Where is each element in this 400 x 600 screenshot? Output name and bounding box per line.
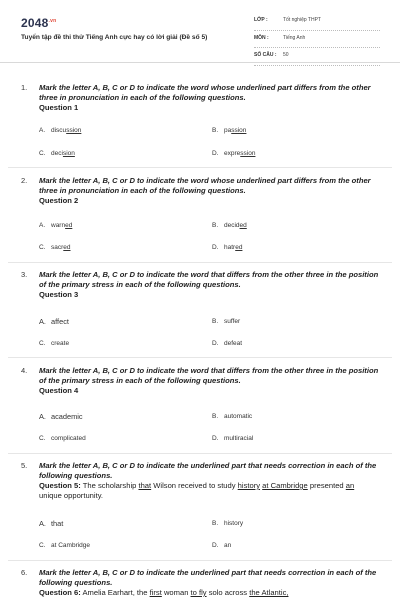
question-divider xyxy=(8,167,392,168)
option-text: academic xyxy=(51,412,83,421)
underlined-part-a: first xyxy=(149,588,162,597)
question-divider xyxy=(8,357,392,358)
option-letter: C. xyxy=(39,244,46,251)
document-meta xyxy=(254,16,380,69)
option-b[interactable] xyxy=(212,318,240,325)
option-text: pa xyxy=(224,127,232,134)
question-divider xyxy=(8,560,392,561)
option-letter: A. xyxy=(39,127,46,134)
underlined-part-b: to fly xyxy=(190,588,207,597)
option-text: complicated xyxy=(51,435,86,442)
question-number: 6. xyxy=(21,568,28,577)
option-text: discu xyxy=(51,127,67,134)
option-text: at Cambridge xyxy=(51,542,91,549)
sentence-part: Wilson received to study xyxy=(151,481,238,490)
meta-key: LỚP : xyxy=(254,17,268,23)
question-number: 3. xyxy=(21,270,28,279)
option-text: decid xyxy=(224,222,240,229)
option-text: deci xyxy=(51,150,63,157)
question-label: Question 1 xyxy=(39,103,79,112)
logo-suffix: .vn xyxy=(48,18,57,24)
option-letter: A. xyxy=(39,412,46,421)
option-letter: B. xyxy=(212,318,219,325)
option-text: warn xyxy=(51,222,66,229)
option-c[interactable] xyxy=(39,542,90,549)
option-d[interactable] xyxy=(212,340,242,347)
sentence-part: The scholarship xyxy=(80,481,139,490)
option-d[interactable] xyxy=(212,150,255,157)
underlined-part-c: at Cambridge xyxy=(262,481,308,490)
option-letter: A. xyxy=(39,222,46,229)
option-letter: A. xyxy=(39,519,46,528)
option-letter: D. xyxy=(212,542,219,549)
option-text: expre xyxy=(224,150,241,157)
option-a[interactable] xyxy=(39,222,72,229)
option-text: that xyxy=(51,519,64,528)
sentence-part: presented xyxy=(307,481,346,490)
option-underlined: ssion xyxy=(240,150,256,157)
option-c[interactable] xyxy=(39,150,75,157)
option-b[interactable] xyxy=(212,520,243,527)
option-letter: C. xyxy=(39,340,46,347)
underlined-part-a: that xyxy=(138,481,152,490)
question-number: 2. xyxy=(21,176,28,185)
underlined-part-d: an xyxy=(345,481,355,490)
option-letter: D. xyxy=(212,244,219,251)
option-letter: B. xyxy=(212,222,219,229)
meta-value: Tiếng Anh xyxy=(283,34,306,41)
meta-value: Tốt nghiệp THPT xyxy=(283,17,321,23)
document-title: Tuyển tập đề thi thử Tiếng Anh cực hay có lời giải (Đề số 5) xyxy=(21,34,208,41)
option-a[interactable] xyxy=(39,519,63,528)
option-b[interactable] xyxy=(212,413,252,420)
option-underlined: sion xyxy=(62,150,75,157)
option-c[interactable] xyxy=(39,435,86,442)
option-underlined: ssion xyxy=(66,127,82,134)
option-b[interactable] xyxy=(212,222,247,229)
option-letter: B. xyxy=(212,413,219,420)
option-text: sacr xyxy=(51,244,64,251)
question-instruction: Mark the letter A, B, C or D to indicate the word that differs from the other three in the position of the primary stress in each of the following questions. xyxy=(39,270,379,289)
question-label: Question 3 xyxy=(39,290,79,299)
option-d[interactable] xyxy=(212,435,253,442)
question-instruction: Mark the letter A, B, C or D to indicate the underlined part that needs correction in each of the following questions. xyxy=(39,461,377,480)
option-c[interactable] xyxy=(39,244,71,251)
option-letter: A. xyxy=(39,317,46,326)
sentence-part: solo across xyxy=(206,588,250,597)
question-sentence xyxy=(39,588,379,598)
option-b[interactable] xyxy=(212,127,246,134)
question-label: Question 2 xyxy=(39,196,79,205)
option-text: history xyxy=(224,520,244,527)
option-text: create xyxy=(51,340,70,347)
option-a[interactable] xyxy=(39,317,69,326)
question-instruction: Mark the letter A, B, C or D to indicate the word whose underlined part differs from the other three in pronunciation in each of the following questions. xyxy=(39,176,371,195)
question-number: 5. xyxy=(21,461,28,470)
question-label: Question 6: xyxy=(39,588,81,597)
sentence-part: unique opportunity. xyxy=(39,491,104,500)
option-letter: C. xyxy=(39,150,46,157)
option-letter: B. xyxy=(212,127,219,134)
option-c[interactable] xyxy=(39,340,69,347)
question-divider xyxy=(8,453,392,454)
underlined-part-c: the Atlantic, xyxy=(249,588,289,597)
option-text: defeat xyxy=(224,340,243,347)
option-text: multiracial xyxy=(224,435,254,442)
option-d[interactable] xyxy=(212,244,242,251)
question-label: Question 4 xyxy=(39,386,79,395)
logo-text: 2048 xyxy=(21,16,49,30)
meta-value: 50 xyxy=(283,52,289,58)
question-divider xyxy=(8,262,392,263)
option-a[interactable] xyxy=(39,127,81,134)
option-letter: C. xyxy=(39,435,46,442)
option-text: automatic xyxy=(224,413,253,420)
meta-key: MÔN : xyxy=(254,34,269,41)
question-instruction: Mark the letter A, B, C or D to indicate the word that differs from the other three in the position of the primary stress in each of the following questions. xyxy=(39,366,379,385)
option-text: an xyxy=(224,542,232,549)
sentence-part: Amelia Earhart, the xyxy=(80,588,150,597)
option-underlined: ssion xyxy=(231,127,247,134)
site-logo[interactable] xyxy=(21,16,56,30)
option-letter: D. xyxy=(212,340,219,347)
question-sentence xyxy=(39,481,379,501)
option-text: suffer xyxy=(224,318,241,325)
question-instruction: Mark the letter A, B, C or D to indicate the underlined part that needs correction in each of the following questions. xyxy=(39,568,377,587)
question-number: 4. xyxy=(21,366,28,375)
option-d[interactable] xyxy=(212,542,231,549)
underlined-part-b: history xyxy=(237,481,261,490)
option-letter: C. xyxy=(39,542,46,549)
meta-row-count xyxy=(254,51,380,66)
meta-row-class xyxy=(254,16,380,31)
option-underlined: ed xyxy=(65,222,73,229)
document-header xyxy=(0,0,400,63)
question-number: 1. xyxy=(21,83,28,92)
option-underlined: ed xyxy=(235,244,243,251)
meta-key: SỐ CÂU : xyxy=(254,52,277,58)
option-letter: D. xyxy=(212,150,219,157)
option-text: hatr xyxy=(224,244,236,251)
option-text: affect xyxy=(51,317,69,326)
option-letter: D. xyxy=(212,435,219,442)
sentence-part: woman xyxy=(161,588,191,597)
option-a[interactable] xyxy=(39,412,83,421)
question-label: Question 5: xyxy=(39,481,81,490)
option-underlined: ed xyxy=(239,222,247,229)
option-underlined: ed xyxy=(63,244,71,251)
option-letter: B. xyxy=(212,520,219,527)
question-instruction: Mark the letter A, B, C or D to indicate the word whose underlined part differs from the other three in pronunciation in each of the following questions. xyxy=(39,83,371,102)
meta-row-subject xyxy=(254,34,380,49)
